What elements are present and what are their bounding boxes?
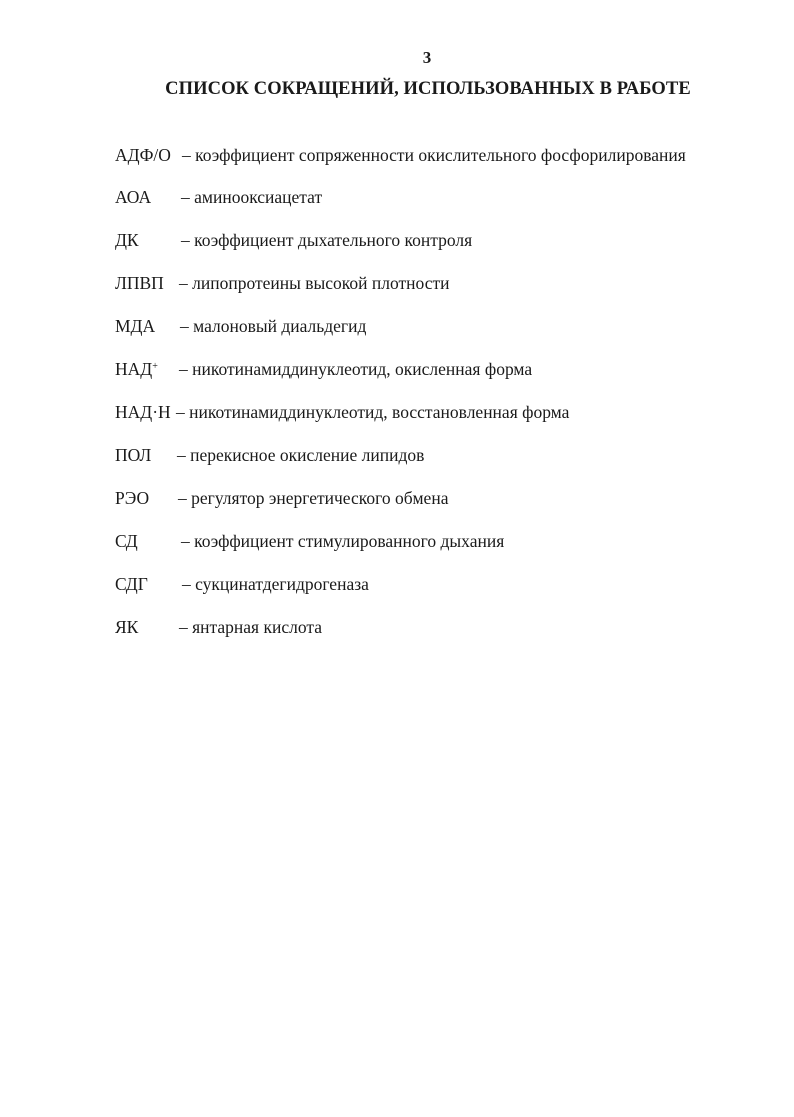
abbreviation-term: МДА — [115, 316, 156, 336]
abbreviation-definition: – коэффициент дыхательного контроля — [181, 230, 473, 250]
page-title: СПИСОК СОКРАЩЕНИЙ, ИСПОЛЬЗОВАННЫХ В РАБОТЕ — [165, 79, 691, 99]
abbreviation-definition: – коэффициент сопряженности окислительного фосфорилирования — [182, 145, 686, 165]
abbreviation-term: РЭО — [115, 488, 150, 508]
abbreviation-definition: – сукцинатдегидрогеназа — [182, 574, 369, 594]
abbreviation-term: АДФ/О — [115, 145, 171, 165]
abbreviation-term: ПОЛ — [115, 445, 152, 465]
abbreviation-definition: – регулятор энергетического обмена — [178, 488, 449, 508]
page-number: 3 — [422, 48, 432, 67]
abbreviation-definition: – липопротеины высокой плотности — [179, 273, 450, 293]
abbreviation-term: ДК — [115, 230, 139, 250]
abbreviation-definition: – перекисное окисление липидов — [177, 445, 425, 465]
abbreviation-definition: – никотинамиддинуклеотид, восстановленная форма — [176, 402, 570, 422]
abbreviation-term: СД — [115, 531, 138, 551]
superscript-plus: + — [152, 361, 158, 372]
abbreviation-term: СДГ — [115, 574, 148, 594]
abbreviation-term: АОА — [115, 187, 152, 207]
abbreviation-term: ЛПВП — [115, 273, 164, 293]
abbreviation-definition: – коэффициент стимулированного дыхания — [181, 531, 505, 551]
abbreviation-term: НАД·Н — [115, 402, 171, 422]
abbreviation-definition: – янтарная кислота — [179, 617, 322, 637]
abbreviation-definition: – малоновый диальдегид — [180, 316, 367, 336]
abbreviation-term: ЯК — [115, 617, 139, 637]
abbreviation-definition: – аминооксиацетат — [181, 187, 323, 207]
abbreviation-definition: – никотинамиддинуклеотид, окисленная форма — [179, 359, 533, 379]
abbreviation-term — [115, 358, 158, 380]
abbreviation-term-text: НАД — [115, 359, 153, 379]
